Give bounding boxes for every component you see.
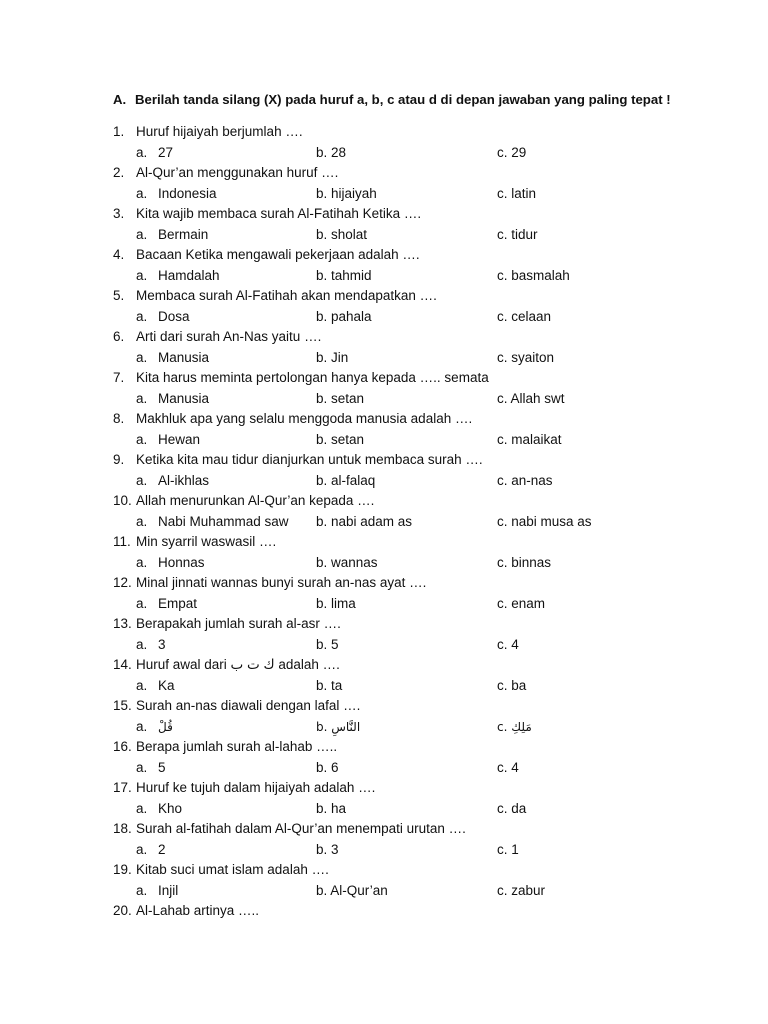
question-text: Makhluk apa yang selalu menggoda manusia adalah …. xyxy=(136,411,473,426)
option-c: c. zabur xyxy=(497,882,546,898)
question-item xyxy=(0,614,768,655)
answer-options xyxy=(0,717,768,738)
option-c: c. latin xyxy=(497,185,537,201)
question-line xyxy=(0,901,768,922)
question-text: Kitab suci umat islam adalah …. xyxy=(136,862,329,877)
question-line xyxy=(0,573,768,594)
option-a-label: a. xyxy=(136,759,148,775)
option-c: c. مَلِكِ xyxy=(497,719,532,734)
question-number: 5. xyxy=(113,288,125,303)
question-item xyxy=(0,368,768,409)
option-a-label: a. xyxy=(136,554,148,570)
question-item xyxy=(0,245,768,286)
option-b: b. tahmid xyxy=(316,267,372,283)
option-b: b. nabi adam as xyxy=(316,513,413,529)
question-line xyxy=(0,778,768,799)
question-text: Surah an-nas diawali dengan lafal …. xyxy=(136,698,361,713)
option-c: c. malaikat xyxy=(497,431,562,447)
question-number: 11. xyxy=(113,534,131,549)
question-text: Bacaan Ketika mengawali pekerjaan adalah …. xyxy=(136,247,420,262)
option-a-label: a. xyxy=(136,800,148,816)
option-a: Kho xyxy=(158,800,183,816)
answer-options xyxy=(0,553,768,574)
question-text: Huruf hijaiyah berjumlah …. xyxy=(136,124,303,139)
question-number: 13. xyxy=(113,616,132,631)
section-header xyxy=(113,92,671,107)
option-a: Bermain xyxy=(158,226,209,242)
option-c: c. enam xyxy=(497,595,546,611)
answer-options xyxy=(0,635,768,656)
option-b: b. hijaiyah xyxy=(316,185,377,201)
answer-options xyxy=(0,430,768,451)
question-number: 7. xyxy=(113,370,125,385)
question-item xyxy=(0,163,768,204)
option-a-label: a. xyxy=(136,636,148,652)
section-letter: A. xyxy=(113,92,127,107)
option-a-label: a. xyxy=(136,308,148,324)
option-b: b. Al-Qur’an xyxy=(316,882,388,898)
option-c: c. 4 xyxy=(497,759,519,775)
answer-options xyxy=(0,389,768,410)
option-a: 3 xyxy=(158,636,166,652)
question-text: Berapa jumlah surah al-lahab ….. xyxy=(136,739,338,754)
answer-options xyxy=(0,676,768,697)
option-a-label: a. xyxy=(136,841,148,857)
question-line xyxy=(0,696,768,717)
question-line xyxy=(0,409,768,430)
option-b: b. 6 xyxy=(316,759,339,775)
option-a: Empat xyxy=(158,595,198,611)
answer-options xyxy=(0,225,768,246)
option-a: Nabi Muhammad saw xyxy=(158,513,289,529)
answer-options xyxy=(0,799,768,820)
option-c: c. 1 xyxy=(497,841,519,857)
question-number: 1. xyxy=(113,124,125,139)
option-a: 5 xyxy=(158,759,166,775)
question-item xyxy=(0,655,768,696)
option-b: b. sholat xyxy=(316,226,368,242)
option-a: Indonesia xyxy=(158,185,217,201)
question-text: Al-Lahab artinya ….. xyxy=(136,903,260,918)
option-b: b. setan xyxy=(316,431,365,447)
question-text: Ketika kita mau tidur dianjurkan untuk membaca surah …. xyxy=(136,452,483,467)
option-c: c. basmalah xyxy=(497,267,570,283)
option-a: 27 xyxy=(158,144,174,160)
option-a-label: a. xyxy=(136,390,148,406)
question-number: 17. xyxy=(113,780,132,795)
option-a-label: a. xyxy=(136,513,148,529)
question-item xyxy=(0,532,768,573)
question-item xyxy=(0,819,768,860)
option-b: b. 28 xyxy=(316,144,347,160)
answer-options xyxy=(0,881,768,902)
section-instruction: Berilah tanda silang (X) pada huruf a, b, c atau d di depan jawaban yang paling tepat ! xyxy=(135,92,671,107)
option-a: Manusia xyxy=(158,349,210,365)
option-b: b. ta xyxy=(316,677,343,693)
question-number: 3. xyxy=(113,206,125,221)
question-text: Huruf awal dari ك ت ب adalah …. xyxy=(136,657,340,672)
option-a-label: a. xyxy=(136,226,148,242)
question-line xyxy=(0,204,768,225)
option-a: Ka xyxy=(158,677,175,693)
answer-options xyxy=(0,471,768,492)
option-a: Manusia xyxy=(158,390,210,406)
question-item xyxy=(0,491,768,532)
question-line xyxy=(0,819,768,840)
option-a-label: a. xyxy=(136,472,148,488)
option-c: c. tidur xyxy=(497,226,538,242)
question-item xyxy=(0,409,768,450)
answer-options xyxy=(0,758,768,779)
option-a: Dosa xyxy=(158,308,190,324)
question-line xyxy=(0,737,768,758)
question-text: Al-Qur’an menggunakan huruf …. xyxy=(136,165,339,180)
question-text: Berapakah jumlah surah al-asr …. xyxy=(136,616,341,631)
question-item xyxy=(0,573,768,614)
question-line xyxy=(0,163,768,184)
option-b: b. النَّاسِ xyxy=(316,719,361,734)
question-number: 16. xyxy=(113,739,132,754)
option-b: b. setan xyxy=(316,390,365,406)
option-a-label: a. xyxy=(136,677,148,693)
question-number: 19. xyxy=(113,862,132,877)
question-line xyxy=(0,245,768,266)
answer-options xyxy=(0,307,768,328)
answer-options xyxy=(0,266,768,287)
question-item xyxy=(0,327,768,368)
question-number: 2. xyxy=(113,165,125,180)
option-a-label: a. xyxy=(136,185,148,201)
option-c: c. nabi musa as xyxy=(497,513,592,529)
option-a: Hamdalah xyxy=(158,267,220,283)
answer-options xyxy=(0,840,768,861)
question-item xyxy=(0,204,768,245)
question-text: Kita harus meminta pertolongan hanya kepada ….. semata xyxy=(136,370,489,385)
question-line xyxy=(0,450,768,471)
option-a-label: a. xyxy=(136,718,148,734)
answer-options xyxy=(0,143,768,164)
question-item xyxy=(0,860,768,901)
option-c: c. da xyxy=(497,800,527,816)
option-a: قُلْ xyxy=(158,719,173,734)
question-number: 18. xyxy=(113,821,132,836)
option-c: c. an-nas xyxy=(497,472,553,488)
question-line xyxy=(0,368,768,389)
question-item xyxy=(0,901,768,922)
question-item xyxy=(0,286,768,327)
question-line xyxy=(0,614,768,635)
option-b: b. 5 xyxy=(316,636,339,652)
question-text: Min syarril waswasil …. xyxy=(136,534,277,549)
question-text: Allah menurunkan Al-Qur’an kepada …. xyxy=(136,493,375,508)
question-list xyxy=(0,122,768,922)
option-b: b. wannas xyxy=(316,554,378,570)
question-text: Minal jinnati wannas bunyi surah an-nas ayat …. xyxy=(136,575,427,590)
option-c: c. celaan xyxy=(497,308,552,324)
option-a-label: a. xyxy=(136,882,148,898)
option-b: b. al-falaq xyxy=(316,472,376,488)
question-number: 4. xyxy=(113,247,125,262)
question-number: 8. xyxy=(113,411,125,426)
question-line xyxy=(0,286,768,307)
option-c: c. 4 xyxy=(497,636,519,652)
question-number: 10. xyxy=(113,493,132,508)
option-b: b. Jin xyxy=(316,349,349,365)
option-a: 2 xyxy=(158,841,166,857)
answer-options xyxy=(0,512,768,533)
question-number: 15. xyxy=(113,698,132,713)
question-number: 6. xyxy=(113,329,125,344)
question-line xyxy=(0,860,768,881)
option-b: b. ha xyxy=(316,800,347,816)
question-text: Surah al-fatihah dalam Al-Qur’an menempati urutan …. xyxy=(136,821,466,836)
question-item xyxy=(0,696,768,737)
option-a: Hewan xyxy=(158,431,201,447)
option-c: c. 29 xyxy=(497,144,527,160)
option-a: Al-ikhlas xyxy=(158,472,210,488)
option-c: c. binnas xyxy=(497,554,552,570)
question-item xyxy=(0,122,768,163)
question-number: 20. xyxy=(113,903,132,918)
question-text: Huruf ke tujuh dalam hijaiyah adalah …. xyxy=(136,780,376,795)
question-number: 14. xyxy=(113,657,132,672)
option-b: b. lima xyxy=(316,595,356,611)
option-a-label: a. xyxy=(136,349,148,365)
option-a: Honnas xyxy=(158,554,205,570)
option-b: b. 3 xyxy=(316,841,339,857)
question-line xyxy=(0,491,768,512)
option-a-label: a. xyxy=(136,267,148,283)
answer-options xyxy=(0,184,768,205)
question-item xyxy=(0,450,768,491)
question-line xyxy=(0,122,768,143)
question-line xyxy=(0,327,768,348)
question-number: 9. xyxy=(113,452,125,467)
question-number: 12. xyxy=(113,575,132,590)
question-text: Membaca surah Al-Fatihah akan mendapatkan …. xyxy=(136,288,437,303)
question-line xyxy=(0,532,768,553)
option-a-label: a. xyxy=(136,144,148,160)
option-a-label: a. xyxy=(136,595,148,611)
option-a-label: a. xyxy=(136,431,148,447)
option-c: c. ba xyxy=(497,677,527,693)
question-item xyxy=(0,778,768,819)
option-c: c. Allah swt xyxy=(497,390,565,406)
question-text: Kita wajib membaca surah Al-Fatihah Ketika …. xyxy=(136,206,422,221)
answer-options xyxy=(0,348,768,369)
answer-options xyxy=(0,594,768,615)
question-item xyxy=(0,737,768,778)
option-b: b. pahala xyxy=(316,308,372,324)
option-a: Injil xyxy=(158,882,179,898)
option-c: c. syaiton xyxy=(497,349,555,365)
question-text: Arti dari surah An-Nas yaitu …. xyxy=(136,329,322,344)
question-line xyxy=(0,655,768,676)
